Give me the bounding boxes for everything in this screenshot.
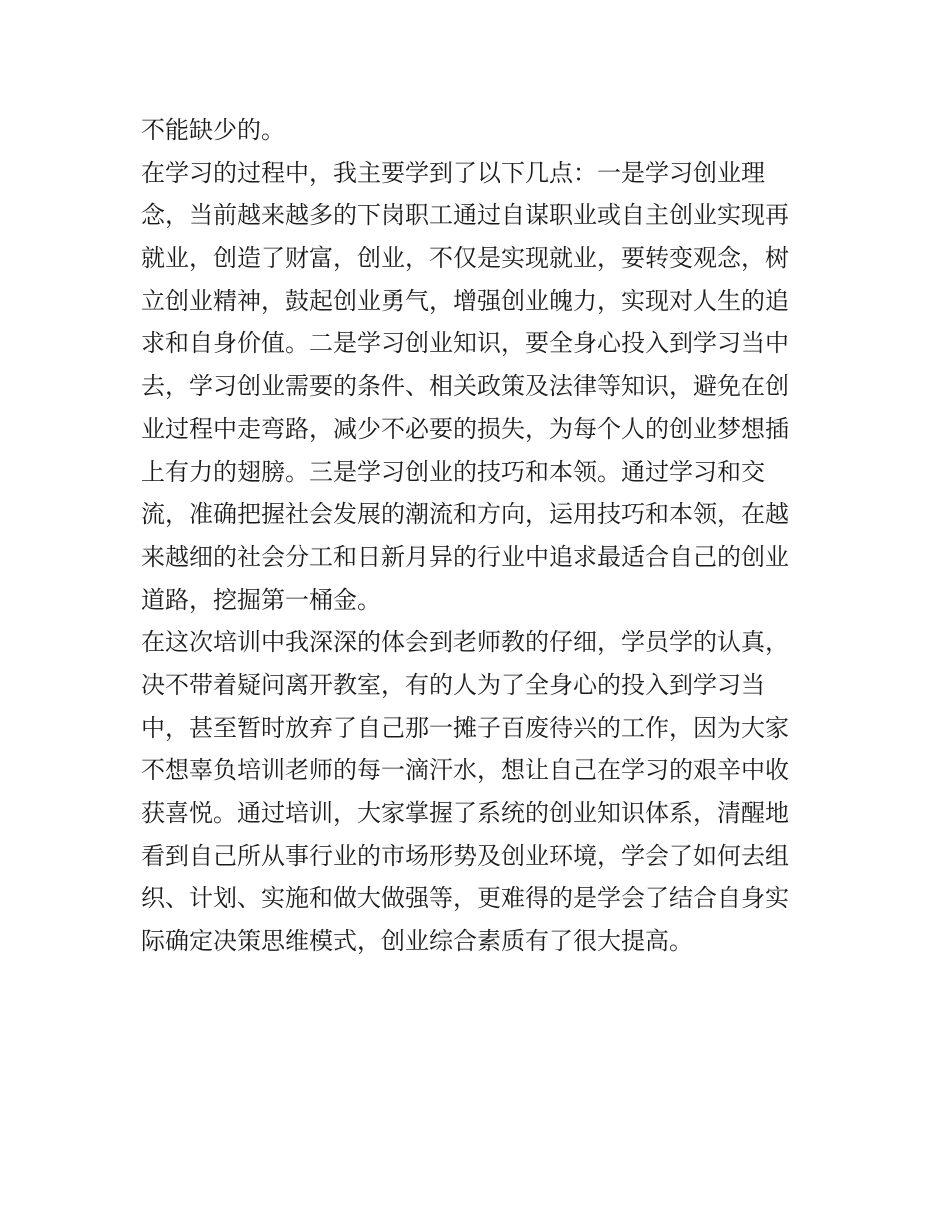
text-line: 在学习的过程中，我主要学到了以下几点：一是学习创业理 — [141, 158, 765, 187]
text-line: 念，当前越来越多的下岗职工通过自谋职业或自主创业实现再 — [141, 201, 789, 230]
text-line: 不能缺少的。 — [141, 116, 285, 144]
text-line: 流，准确把握社会发展的潮流和方向，运用技巧和本领，在越 — [141, 500, 789, 529]
body-text — [141, 109, 821, 963]
text-line: 道路，挖掘第一桶金。 — [141, 585, 381, 614]
text-line: 来越细的社会分工和日新月异的行业中追求最适合自己的创业 — [141, 542, 789, 571]
text-line: 就业，创造了财富，创业，不仅是实现就业，要转变观念，树 — [141, 244, 789, 273]
text-line: 上有力的翅膀。三是学习创业的技巧和本领。通过学习和交 — [141, 457, 765, 486]
text-line: 业过程中走弯路，减少不必要的损失，为每个人的创业梦想插 — [141, 414, 789, 443]
text-line: 际确定决策思维模式，创业综合素质有了很大提高。 — [141, 927, 693, 956]
text-line: 不想辜负培训老师的每一滴汗水，想让自己在学习的艰辛中收 — [141, 756, 789, 785]
text-line: 去，学习创业需要的条件、相关政策及法律等知识，避免在创 — [141, 372, 789, 401]
text-line: 中，甚至暂时放弃了自己那一摊子百废待兴的工作，因为大家 — [141, 713, 789, 742]
text-line: 立创业精神，鼓起创业勇气，增强创业魄力，实现对人生的追 — [141, 286, 789, 315]
text-line: 决不带着疑问离开教室，有的人为了全身心的投入到学习当 — [141, 670, 765, 699]
text-line: 织、计划、实施和做大做强等，更难得的是学会了结合自身实 — [141, 884, 789, 913]
text-line: 在这次培训中我深深的体会到老师教的仔细，学员学的认真， — [141, 628, 789, 657]
text-line: 看到自己所从事行业的市场形势及创业环境，学会了如何去组 — [141, 841, 789, 870]
text-line: 获喜悦。通过培训，大家掌握了系统的创业知识体系，清醒地 — [141, 799, 789, 827]
text-line: 求和自身价值。二是学习创业知识，要全身心投入到学习当中 — [141, 329, 789, 358]
